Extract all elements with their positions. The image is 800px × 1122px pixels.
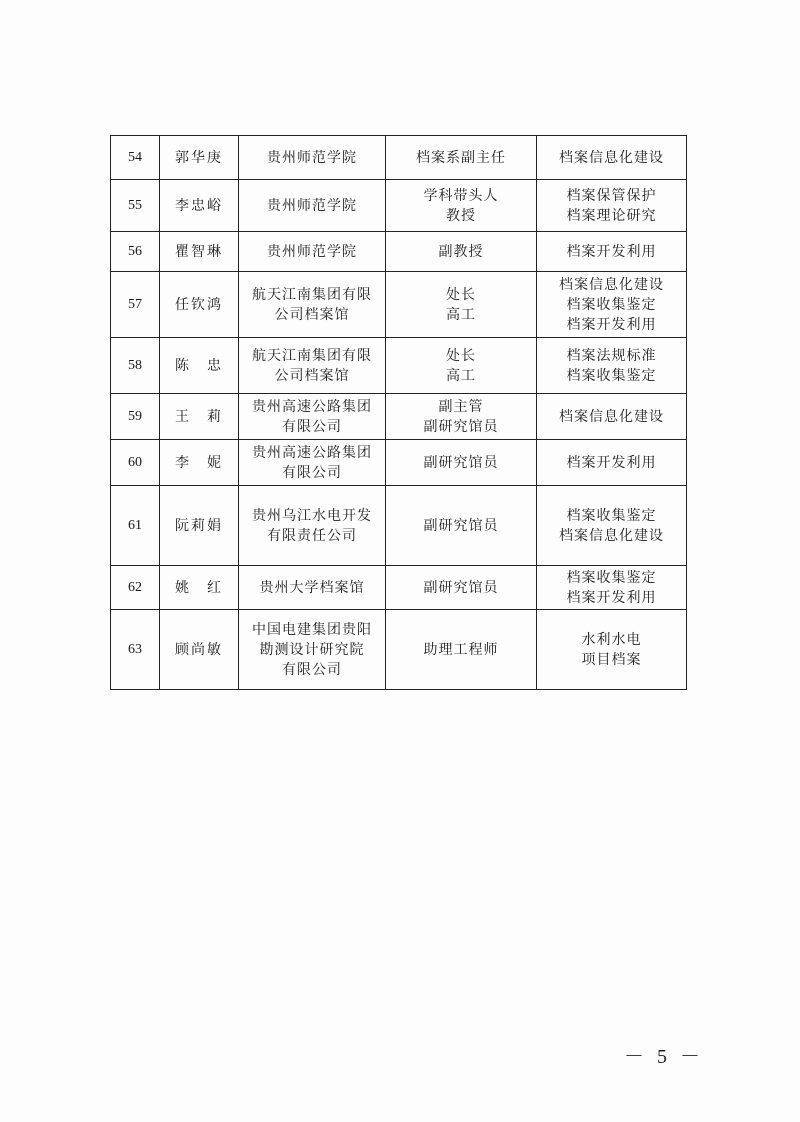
job-title: 档案系副主任 [386, 136, 537, 180]
table-row [111, 272, 687, 338]
expert-roster-table [110, 135, 687, 690]
job-title: 副主管 副研究馆员 [386, 394, 537, 440]
work-unit: 贵州乌江水电开发 有限责任公司 [239, 486, 386, 566]
specialty-field: 档案开发利用 [537, 440, 687, 486]
table-row [111, 232, 687, 272]
specialty-field: 档案保管保护 档案理论研究 [537, 180, 687, 232]
work-unit: 贵州师范学院 [239, 136, 386, 180]
person-name: 任钦鸿 [160, 272, 239, 338]
row-number: 58 [111, 338, 160, 394]
row-number: 62 [111, 566, 160, 610]
job-title: 学科带头人 教授 [386, 180, 537, 232]
table-row [111, 180, 687, 232]
person-name: 李忠峪 [160, 180, 239, 232]
table-row [111, 486, 687, 566]
specialty-field: 档案信息化建设 [537, 394, 687, 440]
job-title: 副研究馆员 [386, 486, 537, 566]
table-row [111, 440, 687, 486]
job-title: 助理工程师 [386, 610, 537, 690]
table-row [111, 610, 687, 690]
work-unit: 贵州高速公路集团 有限公司 [239, 440, 386, 486]
row-number: 63 [111, 610, 160, 690]
table-row [111, 338, 687, 394]
page-number: － 5 － [624, 1046, 704, 1068]
row-number: 61 [111, 486, 160, 566]
job-title: 副研究馆员 [386, 566, 537, 610]
work-unit: 贵州大学档案馆 [239, 566, 386, 610]
work-unit: 航天江南集团有限 公司档案馆 [239, 272, 386, 338]
specialty-field: 档案信息化建设 档案收集鉴定 档案开发利用 [537, 272, 687, 338]
table-row [111, 566, 687, 610]
specialty-field: 档案开发利用 [537, 232, 687, 272]
job-title: 副研究馆员 [386, 440, 537, 486]
specialty-field: 档案法规标准 档案收集鉴定 [537, 338, 687, 394]
work-unit: 贵州师范学院 [239, 232, 386, 272]
work-unit: 中国电建集团贵阳 勘测设计研究院 有限公司 [239, 610, 386, 690]
person-name: 王 莉 [160, 394, 239, 440]
work-unit: 贵州师范学院 [239, 180, 386, 232]
table-row [111, 394, 687, 440]
person-name: 阮莉娟 [160, 486, 239, 566]
table-row [111, 136, 687, 180]
specialty-field: 档案收集鉴定 档案信息化建设 [537, 486, 687, 566]
row-number: 57 [111, 272, 160, 338]
person-name: 郭华庚 [160, 136, 239, 180]
job-title: 处长 高工 [386, 338, 537, 394]
specialty-field: 水利水电 项目档案 [537, 610, 687, 690]
work-unit: 航天江南集团有限 公司档案馆 [239, 338, 386, 394]
person-name: 瞿智琳 [160, 232, 239, 272]
job-title: 处长 高工 [386, 272, 537, 338]
row-number: 59 [111, 394, 160, 440]
row-number: 56 [111, 232, 160, 272]
specialty-field: 档案收集鉴定 档案开发利用 [537, 566, 687, 610]
person-name: 李 妮 [160, 440, 239, 486]
row-number: 60 [111, 440, 160, 486]
row-number: 54 [111, 136, 160, 180]
person-name: 陈 忠 [160, 338, 239, 394]
specialty-field: 档案信息化建设 [537, 136, 687, 180]
person-name: 顾尚敏 [160, 610, 239, 690]
person-name: 姚 红 [160, 566, 239, 610]
job-title: 副教授 [386, 232, 537, 272]
work-unit: 贵州高速公路集团 有限公司 [239, 394, 386, 440]
row-number: 55 [111, 180, 160, 232]
